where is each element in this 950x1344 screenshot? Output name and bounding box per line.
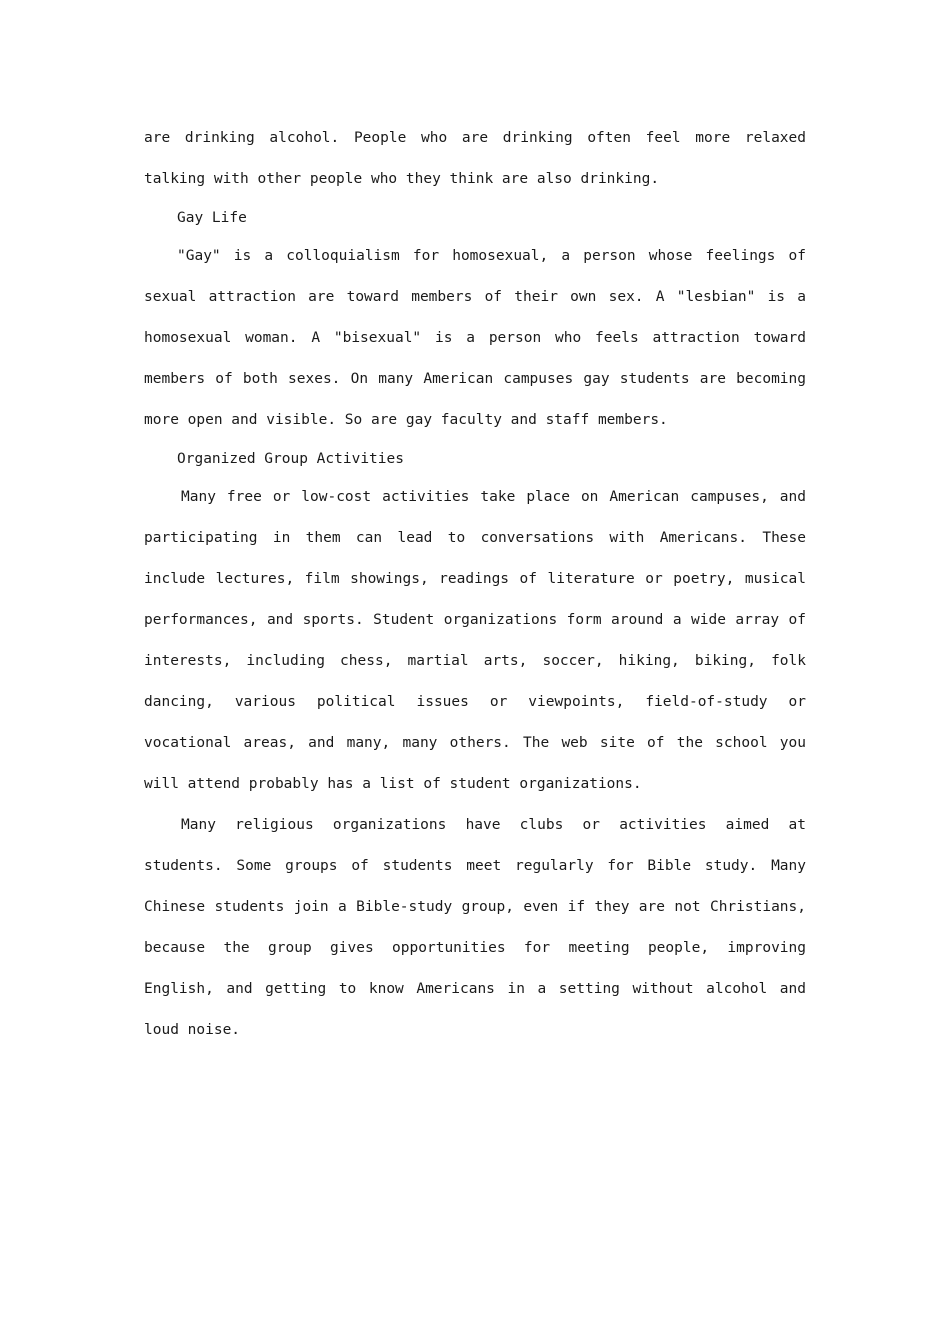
gay-life-paragraph: "Gay" is a colloquialism for homosexual, a person whose feelings of sexual attraction are toward members of their own sex. A "lesbian" is a homosexual woman. A "bisexual" is a person who feels attraction toward members of both sexes. On many American campuses gay students are becoming more open and visible. So are gay faculty and staff members. bbox=[144, 248, 806, 428]
section-heading-organized-group-activities: Organized Group Activities bbox=[177, 451, 404, 467]
continuation-paragraph: are drinking alcohol. People who are drinking often feel more relaxed talking with other people who they think are also drinking. bbox=[144, 130, 806, 187]
section-heading-gay-life: Gay Life bbox=[177, 210, 247, 226]
document-body bbox=[144, 118, 806, 1051]
group-activities-paragraph-2: Many religious organizations have clubs or activities aimed at students. Some groups of students meet regularly for Bible study. Many Chinese students join a Bible-study group, even if they are not Christians, because the group gives opportunities for meeting people, improving English, and getting to know Americans in a setting without alcohol and loud noise. bbox=[144, 817, 806, 1038]
group-activities-paragraph-1: Many free or low-cost activities take place on American campuses, and participating in them can lead to conversations with Americans. These include lectures, film showings, readings of literature or poetry, musical performances, and sports. Student organizations form around a wide array of interests, including chess, martial arts, soccer, hiking, biking, folk dancing, various political issues or viewpoints, field-of-study or vocational areas, and many, many others. The web site of the school you will attend probably has a list of student organizations. bbox=[144, 489, 806, 792]
